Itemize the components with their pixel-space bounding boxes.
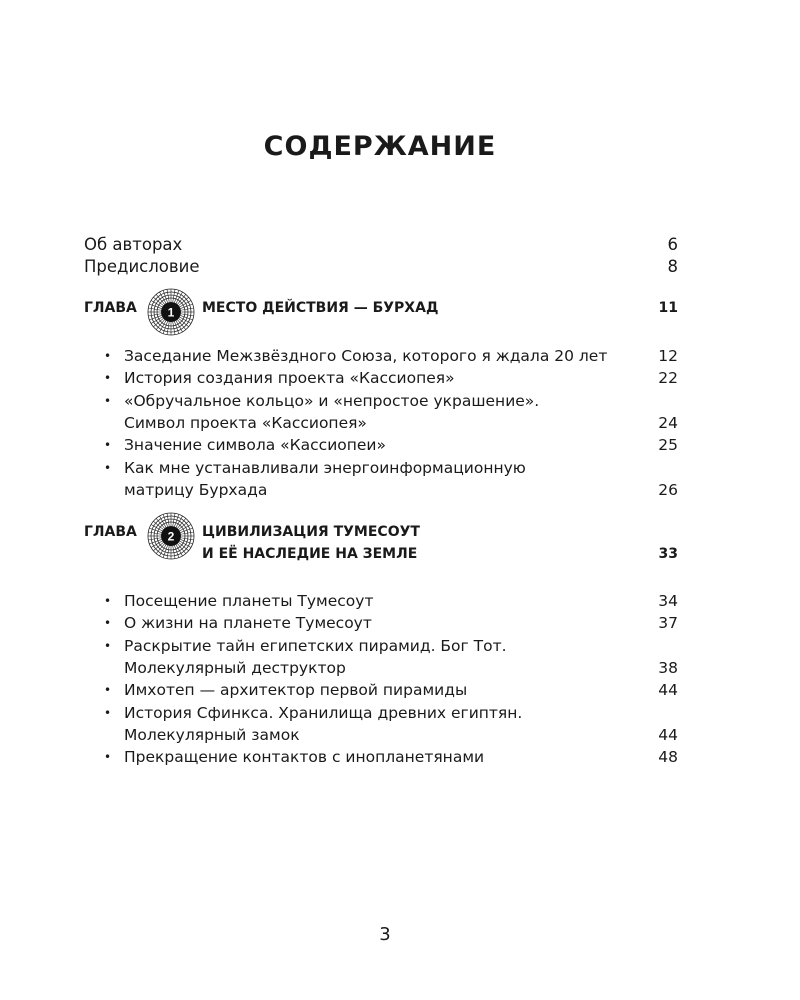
bullet: • bbox=[104, 349, 112, 363]
toc-item-page: 22 bbox=[658, 369, 678, 387]
toc-item[interactable] bbox=[104, 679, 678, 701]
toc-item-text: матрицу Бурхада bbox=[124, 481, 268, 499]
toc-item-text: О жизни на планете Тумесоут bbox=[124, 614, 372, 632]
toc-item-text: «Обручальное кольцо» и «непростое украшение». bbox=[124, 392, 540, 410]
bullet: • bbox=[104, 394, 112, 408]
page-number: 3 bbox=[379, 924, 391, 945]
chapter-number: 1 bbox=[167, 305, 175, 320]
toc-item[interactable] bbox=[104, 390, 678, 412]
toc-item-text: Символ проекта «Кассиопея» bbox=[124, 414, 367, 432]
toc-item-page: 37 bbox=[658, 614, 678, 632]
toc-entry-page: 8 bbox=[667, 257, 678, 276]
bullet: • bbox=[104, 461, 112, 475]
toc-item-text: Прекращение контактов с инопланетянами bbox=[124, 748, 485, 766]
toc-item-continuation[interactable] bbox=[104, 479, 678, 501]
toc-item-page: 26 bbox=[658, 481, 678, 499]
toc-item-text: Молекулярный замок bbox=[124, 726, 300, 744]
toc-item-page: 44 bbox=[658, 681, 678, 699]
chapter-number: 2 bbox=[167, 529, 175, 544]
toc-item-page: 12 bbox=[658, 347, 678, 365]
chapter-title: ЦИВИЛИЗАЦИЯ ТУМЕСОУТ bbox=[202, 524, 420, 540]
toc-item-text: Имхотеп — архитектор первой пирамиды bbox=[124, 681, 468, 699]
toc-item[interactable] bbox=[104, 457, 678, 479]
bullet: • bbox=[104, 438, 112, 452]
toc-item[interactable] bbox=[104, 612, 678, 634]
toc-entry-preface[interactable] bbox=[84, 256, 678, 278]
toc-item-continuation[interactable] bbox=[104, 724, 678, 746]
chapter-label: ГЛАВА bbox=[84, 524, 137, 540]
page-title: СОДЕРЖАНИЕ bbox=[263, 131, 497, 162]
toc-item-page: 48 bbox=[658, 748, 678, 766]
chapter-heading-1[interactable] bbox=[84, 287, 678, 337]
toc-item-text: История Сфинкса. Хранилища древних египтян. bbox=[124, 704, 523, 722]
toc-item-text: Раскрытие тайн египетских пирамид. Бог Тот. bbox=[124, 637, 507, 655]
chapter-emblem-icon bbox=[146, 511, 196, 561]
bullet: • bbox=[104, 683, 112, 697]
toc-item-text: История создания проекта «Кассиопея» bbox=[124, 369, 455, 387]
toc-entry-authors[interactable] bbox=[84, 234, 678, 256]
toc-item-continuation[interactable] bbox=[104, 412, 678, 434]
chapter-label: ГЛАВА bbox=[84, 300, 137, 316]
bullet: • bbox=[104, 371, 112, 385]
toc-item-page: 25 bbox=[658, 436, 678, 454]
toc-item-text: Значение символа «Кассиопеи» bbox=[124, 436, 386, 454]
toc-item-page: 24 bbox=[658, 414, 678, 432]
toc-entry-text: Об авторах bbox=[84, 235, 183, 254]
toc-item[interactable] bbox=[104, 345, 678, 367]
toc-item-page: 44 bbox=[658, 726, 678, 744]
toc-item[interactable] bbox=[104, 590, 678, 612]
chapter-title-line2: И ЕЁ НАСЛЕДИЕ НА ЗЕМЛЕ bbox=[202, 546, 418, 562]
toc-item-continuation[interactable] bbox=[104, 657, 678, 679]
toc-entry-page: 6 bbox=[667, 235, 678, 254]
bullet: • bbox=[104, 594, 112, 608]
chapter-page: 11 bbox=[658, 300, 678, 316]
toc-entry-text: Предисловие bbox=[84, 257, 200, 276]
bullet: • bbox=[104, 616, 112, 630]
toc-item-text: Молекулярный деструктор bbox=[124, 659, 346, 677]
toc-item[interactable] bbox=[104, 434, 678, 456]
chapter-emblem-icon bbox=[146, 287, 196, 337]
toc-item-text: Заседание Межзвёздного Союза, которого я ждала 20 лет bbox=[124, 347, 608, 365]
toc-item[interactable] bbox=[104, 702, 678, 724]
toc-item[interactable] bbox=[104, 746, 678, 768]
toc-item-page: 34 bbox=[658, 592, 678, 610]
toc-item-page: 38 bbox=[658, 659, 678, 677]
chapter-title: МЕСТО ДЕЙСТВИЯ — БУРХАД bbox=[202, 300, 439, 316]
toc-item-text: Посещение планеты Тумесоут bbox=[124, 592, 374, 610]
toc-item[interactable] bbox=[104, 367, 678, 389]
chapter-heading-2[interactable] bbox=[84, 511, 678, 561]
bullet: • bbox=[104, 750, 112, 764]
toc-item[interactable] bbox=[104, 635, 678, 657]
toc-item-text: Как мне устанавливали энергоинформационную bbox=[124, 459, 526, 477]
chapter-page: 33 bbox=[658, 546, 678, 562]
bullet: • bbox=[104, 639, 112, 653]
bullet: • bbox=[104, 706, 112, 720]
